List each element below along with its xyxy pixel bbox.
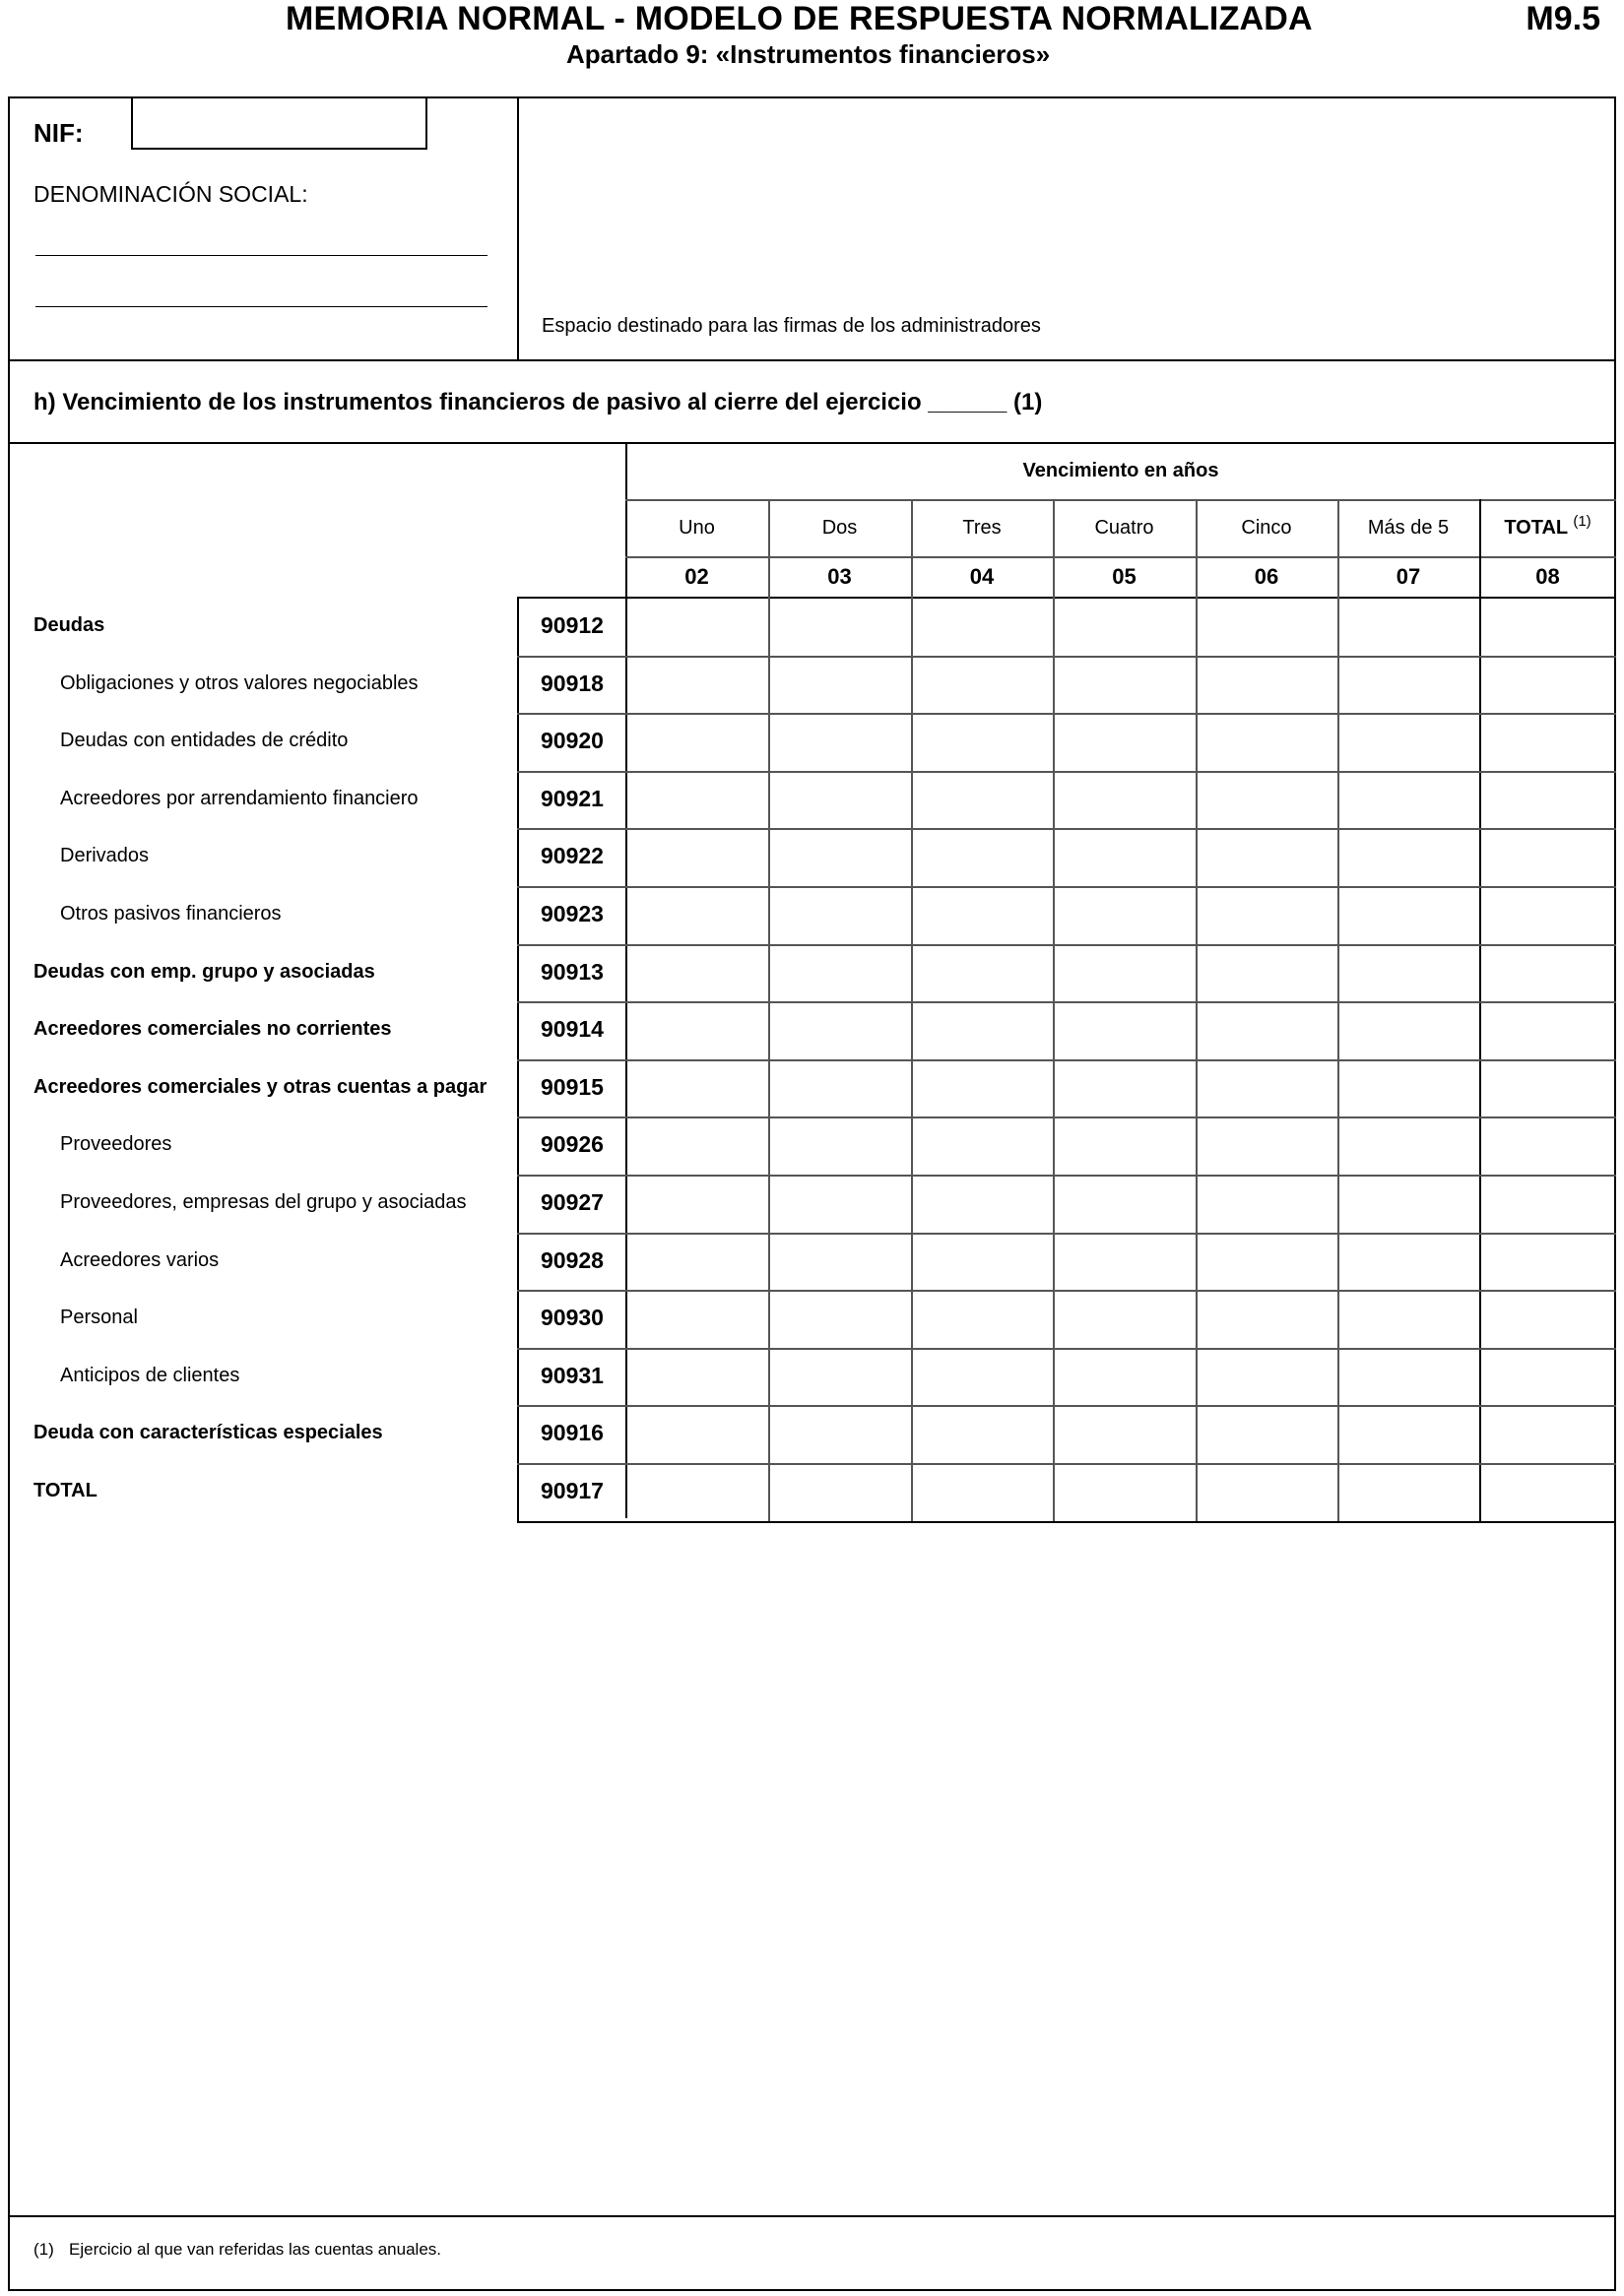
column-code: 07 (1396, 564, 1421, 589)
value-cell[interactable] (1198, 1235, 1335, 1289)
column-label-text: Uno (679, 517, 715, 539)
value-cell[interactable] (627, 715, 766, 769)
value-cell[interactable] (1339, 658, 1477, 712)
value-cell[interactable] (627, 946, 766, 1000)
column-code: 08 (1535, 564, 1560, 589)
value-cell[interactable] (1055, 1465, 1194, 1519)
value-cell[interactable] (1198, 773, 1335, 827)
value-cell[interactable] (770, 1061, 909, 1116)
value-cell[interactable] (1055, 1118, 1194, 1173)
row-label: TOTAL (33, 1480, 97, 1501)
column-label-text: Dos (821, 517, 858, 539)
value-cell[interactable] (1055, 946, 1194, 1000)
column-label (625, 517, 768, 540)
column-label-text: Cuatro (1094, 517, 1154, 539)
value-cell[interactable] (1198, 1061, 1335, 1116)
value-cell[interactable] (1339, 1003, 1477, 1057)
value-cell[interactable] (1055, 658, 1194, 712)
value-cell[interactable] (627, 1465, 766, 1519)
value-cell[interactable] (913, 1465, 1051, 1519)
row-code: 90917 (541, 1478, 604, 1503)
value-cell[interactable] (913, 1118, 1051, 1173)
value-cell[interactable] (1055, 888, 1194, 942)
firmas-caption: Espacio destinado para las firmas de los administradores (542, 315, 1041, 337)
row-label: Acreedores varios (60, 1248, 220, 1271)
column-label (911, 517, 1053, 540)
value-cell[interactable] (1055, 600, 1194, 654)
value-cell[interactable] (770, 1177, 909, 1231)
value-cell[interactable] (1481, 1061, 1614, 1116)
header-rule-1 (625, 499, 1616, 501)
row-code: 90926 (541, 1131, 604, 1158)
value-cell[interactable] (770, 715, 909, 769)
section-bottom-rule (8, 442, 1616, 444)
value-cell[interactable] (1055, 1061, 1194, 1116)
value-cell[interactable] (913, 715, 1051, 769)
value-cell[interactable] (1198, 830, 1335, 884)
row-code: 90931 (541, 1362, 604, 1388)
value-cell[interactable] (770, 600, 909, 654)
page-title: MEMORIA NORMAL - MODELO DE RESPUESTA NORMALIZADA (286, 0, 1313, 37)
value-cell[interactable] (770, 1407, 909, 1461)
value-cell[interactable] (770, 1118, 909, 1173)
row-code: 90923 (541, 901, 604, 926)
footnote-number: (1) (33, 2240, 54, 2259)
value-cell[interactable] (1481, 1350, 1614, 1404)
value-cell[interactable] (1339, 1465, 1477, 1519)
row-label: Deudas con emp. grupo y asociadas (33, 960, 375, 983)
value-cell[interactable] (770, 1003, 909, 1057)
column-note: (1) (1573, 513, 1592, 530)
value-cell[interactable] (1198, 888, 1335, 942)
nif-label: NIF: (33, 118, 84, 148)
value-cell[interactable] (913, 1003, 1051, 1057)
row-label: Deuda con características especiales (33, 1422, 383, 1444)
column-label (1337, 517, 1479, 540)
value-cell[interactable] (1055, 1407, 1194, 1461)
value-cell[interactable] (627, 1235, 766, 1289)
value-cell[interactable] (627, 1407, 766, 1461)
value-cell[interactable] (913, 1407, 1051, 1461)
value-cell[interactable] (1481, 1465, 1614, 1519)
value-cell[interactable] (1198, 1292, 1335, 1346)
value-cell[interactable] (1339, 946, 1477, 1000)
value-cell[interactable] (1339, 1118, 1477, 1173)
value-cell[interactable] (913, 888, 1051, 942)
value-cell[interactable] (770, 1292, 909, 1346)
value-cell[interactable] (913, 1177, 1051, 1231)
value-cell[interactable] (1198, 715, 1335, 769)
value-cell[interactable] (1339, 1407, 1477, 1461)
value-cell[interactable] (1055, 773, 1194, 827)
footnote (33, 2240, 441, 2260)
value-cell[interactable] (1198, 1177, 1335, 1231)
column-label (1196, 517, 1337, 540)
value-cell[interactable] (1339, 600, 1477, 654)
row-label: Personal (60, 1307, 138, 1329)
value-cell[interactable] (1055, 1292, 1194, 1346)
value-cell[interactable] (627, 773, 766, 827)
value-cell[interactable] (913, 1061, 1051, 1116)
value-cell[interactable] (913, 600, 1051, 654)
column-code: 04 (969, 564, 995, 589)
row-code: 90914 (541, 1016, 604, 1043)
value-cell[interactable] (1481, 658, 1614, 712)
value-cell[interactable] (1481, 830, 1614, 884)
value-cell[interactable] (1339, 888, 1477, 942)
value-cell[interactable] (1198, 1465, 1335, 1519)
row-label: Derivados (60, 845, 150, 867)
row-divider (517, 1521, 1616, 1523)
value-cell[interactable] (913, 946, 1051, 1000)
value-cell[interactable] (1055, 830, 1194, 884)
row-label: Otros pasivos financieros (60, 903, 282, 925)
id-divider (517, 96, 519, 360)
value-cell[interactable] (1481, 1407, 1614, 1461)
column-code: 05 (1112, 564, 1137, 589)
row-code: 90912 (541, 612, 604, 638)
value-cell[interactable] (1055, 1350, 1194, 1404)
value-cell[interactable] (1481, 600, 1614, 654)
value-cell[interactable] (770, 1465, 909, 1519)
value-cell[interactable] (627, 600, 766, 654)
vencimiento-header: Vencimiento en años (1022, 460, 1219, 481)
value-cell[interactable] (770, 773, 909, 827)
row-code: 90928 (541, 1246, 604, 1273)
value-cell[interactable] (627, 888, 766, 942)
column-code: 02 (684, 564, 709, 589)
value-cell[interactable] (627, 1177, 766, 1231)
value-cell[interactable] (770, 830, 909, 884)
value-cell[interactable] (1339, 1235, 1477, 1289)
value-cell[interactable] (1198, 658, 1335, 712)
page-subtitle: Apartado 9: «Instrumentos financieros» (566, 39, 1051, 69)
value-cell[interactable] (1481, 715, 1614, 769)
row-code: 90913 (541, 958, 604, 985)
row-code: 90918 (541, 670, 604, 696)
id-bottom-rule (8, 359, 1616, 361)
value-cell[interactable] (1339, 1350, 1477, 1404)
row-label: Proveedores (60, 1133, 172, 1156)
value-cell[interactable] (1481, 1003, 1614, 1057)
value-cell[interactable] (627, 1061, 766, 1116)
value-cell[interactable] (1339, 1177, 1477, 1231)
row-code: 90921 (541, 785, 604, 811)
denominacion-line-2[interactable] (35, 306, 487, 307)
row-label: Acreedores comerciales y otras cuentas a pagar (33, 1075, 487, 1098)
value-cell[interactable] (1481, 946, 1614, 1000)
value-cell[interactable] (1481, 888, 1614, 942)
row-label: Anticipos de clientes (60, 1364, 240, 1386)
value-cell[interactable] (1198, 1003, 1335, 1057)
column-label (1053, 517, 1196, 540)
value-cell[interactable] (627, 1292, 766, 1346)
value-cell[interactable] (1339, 773, 1477, 827)
row-label: Deudas (33, 614, 105, 636)
row-label: Acreedores comerciales no corrientes (33, 1018, 392, 1041)
value-cell[interactable] (627, 1350, 766, 1404)
value-cell[interactable] (627, 658, 766, 712)
value-cell[interactable] (1481, 773, 1614, 827)
value-cell[interactable] (913, 1350, 1051, 1404)
value-cell[interactable] (1055, 1003, 1194, 1057)
value-cell[interactable] (1481, 1177, 1614, 1231)
row-code: 90927 (541, 1189, 604, 1215)
value-cell[interactable] (770, 888, 909, 942)
value-cell[interactable] (1198, 600, 1335, 654)
value-cell[interactable] (1481, 1118, 1614, 1173)
value-cell[interactable] (770, 946, 909, 1000)
row-code: 90930 (541, 1305, 604, 1331)
column-label-text: Tres (962, 517, 1002, 539)
row-code: 90920 (541, 728, 604, 754)
value-cell[interactable] (1339, 1061, 1477, 1116)
value-cell[interactable] (1339, 830, 1477, 884)
column-label-text: Cinco (1241, 517, 1292, 539)
value-cell[interactable] (1339, 715, 1477, 769)
row-code: 90916 (541, 1420, 604, 1446)
value-cell[interactable] (913, 830, 1051, 884)
value-cell[interactable] (627, 830, 766, 884)
value-cell[interactable] (1055, 715, 1194, 769)
column-code: 06 (1254, 564, 1279, 589)
value-cell[interactable] (1055, 1177, 1194, 1231)
value-cell[interactable] (1481, 1292, 1614, 1346)
value-cell[interactable] (1198, 1118, 1335, 1173)
value-cell[interactable] (913, 658, 1051, 712)
row-label: Obligaciones y otros valores negociables (60, 671, 419, 694)
column-label-text: Más de 5 (1367, 517, 1450, 539)
value-cell[interactable] (627, 1003, 766, 1057)
denominacion-line-1[interactable] (35, 255, 487, 256)
footnote-rule (8, 2215, 1616, 2217)
value-cell[interactable] (770, 1235, 909, 1289)
section-title: h) Vencimiento de los instrumentos financieros de pasivo al cierre del ejercicio ______ (1) (33, 389, 1043, 415)
column-label (1479, 513, 1616, 540)
nif-field[interactable] (131, 96, 427, 150)
value-cell[interactable] (1198, 1407, 1335, 1461)
row-code: 90915 (541, 1073, 604, 1100)
value-cell[interactable] (1198, 946, 1335, 1000)
form-code: M9.5 (1526, 0, 1600, 37)
value-cell[interactable] (1481, 1235, 1614, 1289)
row-code: 90922 (541, 843, 604, 869)
header-rule-3 (517, 597, 1616, 599)
row-label: Proveedores, empresas del grupo y asociadas (60, 1191, 467, 1213)
value-cell[interactable] (1198, 1350, 1335, 1404)
value-cell[interactable] (1055, 1235, 1194, 1289)
value-cell[interactable] (770, 658, 909, 712)
footnote-text: Ejercicio al que van referidas las cuentas anuales. (69, 2240, 441, 2259)
value-cell[interactable] (913, 1235, 1051, 1289)
value-cell[interactable] (770, 1350, 909, 1404)
header-rule-2 (625, 556, 1616, 558)
value-cell[interactable] (1339, 1292, 1477, 1346)
value-cell[interactable] (913, 773, 1051, 827)
value-cell[interactable] (913, 1292, 1051, 1346)
row-label: Acreedores por arrendamiento financiero (60, 787, 419, 809)
row-label: Deudas con entidades de crédito (60, 730, 349, 752)
denominacion-label: DENOMINACIÓN SOCIAL: (33, 181, 308, 207)
column-code: 03 (827, 564, 852, 589)
value-cell[interactable] (627, 1118, 766, 1173)
column-label-text: TOTAL (1504, 517, 1568, 539)
column-label (768, 517, 911, 540)
